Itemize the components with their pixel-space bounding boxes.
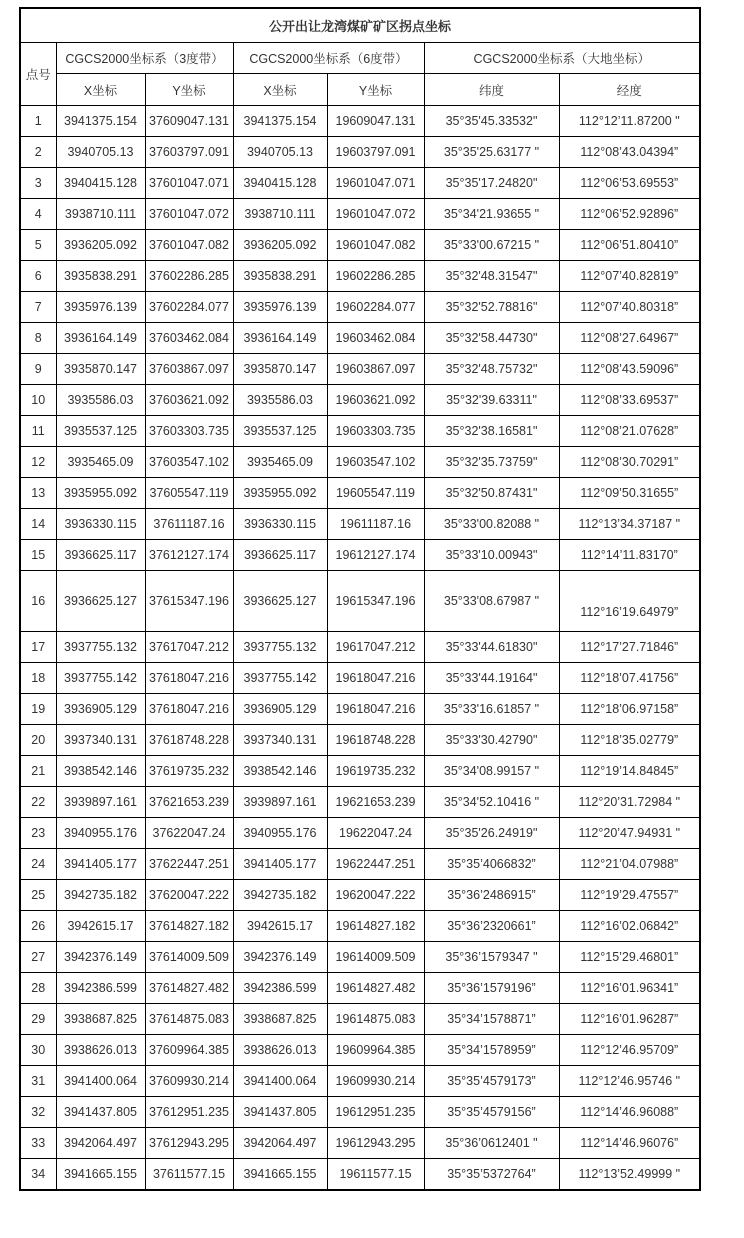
cell-y-6deg: 19603797.091: [327, 137, 424, 168]
table-row: [20, 540, 700, 571]
cell-y-6deg: 19618748.228: [327, 725, 424, 756]
cell-x-3deg: 3939897.161: [56, 787, 145, 818]
cell-y-6deg: 19611577.15: [327, 1159, 424, 1190]
cell-x-3deg: 3935955.092: [56, 478, 145, 509]
cell-latitude: 35°33'16.61857 ": [424, 694, 559, 725]
cell-y-6deg: 19612127.174: [327, 540, 424, 571]
table-row: [20, 509, 700, 540]
cell-y-6deg: 19609930.214: [327, 1066, 424, 1097]
cell-point-number: 32: [20, 1097, 56, 1128]
table-row: [20, 261, 700, 292]
cell-latitude: 35°32'50.87431": [424, 478, 559, 509]
cell-x-3deg: 3938687.825: [56, 1004, 145, 1035]
cell-y-3deg: 37618047.216: [145, 694, 233, 725]
table-row: [20, 1066, 700, 1097]
cell-x-3deg: 3941665.155: [56, 1159, 145, 1190]
cell-x-6deg: 3940705.13: [233, 137, 327, 168]
cell-y-6deg: 19603303.735: [327, 416, 424, 447]
cell-longitude: 112°08’33.69537”: [559, 385, 700, 416]
cell-x-3deg: 3938542.146: [56, 756, 145, 787]
cell-y-6deg: 19618047.216: [327, 663, 424, 694]
cell-longitude: 112°15’29.46801”: [559, 942, 700, 973]
cell-x-6deg: 3938687.825: [233, 1004, 327, 1035]
cell-point-number: 20: [20, 725, 56, 756]
cell-x-3deg: 3935838.291: [56, 261, 145, 292]
cell-x-6deg: 3939897.161: [233, 787, 327, 818]
cell-longitude: 112°08’30.70291”: [559, 447, 700, 478]
cell-x-3deg: 3936625.117: [56, 540, 145, 571]
cell-latitude: 35°32'38.16581": [424, 416, 559, 447]
header-longitude: 经度: [559, 74, 700, 106]
cell-point-number: 21: [20, 756, 56, 787]
cell-latitude: 35°36’1579347 ": [424, 942, 559, 973]
cell-x-6deg: 3938710.111: [233, 199, 327, 230]
cell-point-number: 30: [20, 1035, 56, 1066]
cell-longitude: 112°18’07.41756”: [559, 663, 700, 694]
cell-x-3deg: 3942386.599: [56, 973, 145, 1004]
table-title: 公开出让龙湾煤矿矿区拐点坐标: [20, 8, 700, 43]
cell-x-3deg: 3935586.03: [56, 385, 145, 416]
cell-y-3deg: 37618748.228: [145, 725, 233, 756]
cell-longitude: 112°12’46.95709”: [559, 1035, 700, 1066]
table-row: [20, 1159, 700, 1190]
cell-y-3deg: 37609047.131: [145, 106, 233, 137]
cell-point-number: 27: [20, 942, 56, 973]
cell-y-3deg: 37617047.212: [145, 632, 233, 663]
cell-x-6deg: 3941437.805: [233, 1097, 327, 1128]
cell-latitude: 35°33'08.67987 ": [424, 571, 559, 632]
cell-point-number: 17: [20, 632, 56, 663]
cell-y-6deg: 19603462.084: [327, 323, 424, 354]
cell-y-6deg: 19609964.385: [327, 1035, 424, 1066]
cell-point-number: 5: [20, 230, 56, 261]
cell-x-6deg: 3942615.17: [233, 911, 327, 942]
cell-y-3deg: 37619735.232: [145, 756, 233, 787]
table-row: [20, 385, 700, 416]
cell-y-3deg: 37622047.24: [145, 818, 233, 849]
cell-y-3deg: 37615347.196: [145, 571, 233, 632]
table-row: [20, 106, 700, 137]
sub-header-row: [20, 74, 700, 106]
cell-y-6deg: 19611187.16: [327, 509, 424, 540]
table-row: [20, 168, 700, 199]
cell-latitude: 35°32'48.31547": [424, 261, 559, 292]
cell-point-number: 7: [20, 292, 56, 323]
cell-y-3deg: 37618047.216: [145, 663, 233, 694]
cell-y-3deg: 37603867.097: [145, 354, 233, 385]
table-row: [20, 1097, 700, 1128]
table-row: [20, 787, 700, 818]
cell-point-number: 1: [20, 106, 56, 137]
cell-longitude: 112°06’51.80410”: [559, 230, 700, 261]
cell-y-6deg: 19614827.482: [327, 973, 424, 1004]
cell-y-6deg: 19602286.285: [327, 261, 424, 292]
cell-y-6deg: 19622047.24: [327, 818, 424, 849]
cell-x-6deg: 3935870.147: [233, 354, 327, 385]
group-header-row: [20, 43, 700, 74]
cell-x-6deg: 3938626.013: [233, 1035, 327, 1066]
cell-latitude: 35°33'00.67215 ": [424, 230, 559, 261]
cell-x-3deg: 3938710.111: [56, 199, 145, 230]
cell-point-number: 2: [20, 137, 56, 168]
cell-y-3deg: 37614827.182: [145, 911, 233, 942]
cell-longitude: 112°12’11.87200 ": [559, 106, 700, 137]
cell-longitude: 112°19’29.47557”: [559, 880, 700, 911]
cell-x-6deg: 3938542.146: [233, 756, 327, 787]
cell-x-3deg: 3942376.149: [56, 942, 145, 973]
cell-point-number: 4: [20, 199, 56, 230]
coordinates-table: [19, 7, 701, 1191]
cell-point-number: 16: [20, 571, 56, 632]
table-row: [20, 911, 700, 942]
table-row: [20, 323, 700, 354]
table-body: [20, 106, 700, 1190]
cell-x-6deg: 3935465.09: [233, 447, 327, 478]
cell-point-number: 19: [20, 694, 56, 725]
cell-longitude: 112°16’02.06842”: [559, 911, 700, 942]
cell-longitude: 112°08’43.04394”: [559, 137, 700, 168]
cell-latitude: 35°32'58.44730": [424, 323, 559, 354]
cell-longitude: 112°08’27.64967”: [559, 323, 700, 354]
cell-x-3deg: 3936164.149: [56, 323, 145, 354]
title-row: [20, 8, 700, 43]
header-point-number: 点号: [20, 43, 56, 106]
header-latitude: 纬度: [424, 74, 559, 106]
cell-point-number: 29: [20, 1004, 56, 1035]
table-row: [20, 1004, 700, 1035]
cell-y-3deg: 37614827.482: [145, 973, 233, 1004]
cell-longitude: 112°20’47.94931 ": [559, 818, 700, 849]
cell-x-3deg: 3938626.013: [56, 1035, 145, 1066]
cell-x-3deg: 3942735.182: [56, 880, 145, 911]
table-row: [20, 880, 700, 911]
cell-y-6deg: 19612943.295: [327, 1128, 424, 1159]
table-row: [20, 416, 700, 447]
cell-x-3deg: 3936625.127: [56, 571, 145, 632]
cell-y-6deg: 19603867.097: [327, 354, 424, 385]
cell-x-3deg: 3940705.13: [56, 137, 145, 168]
table-row: [20, 694, 700, 725]
cell-latitude: 35°32'39.63311": [424, 385, 559, 416]
header-x-6deg: X坐标: [233, 74, 327, 106]
cell-point-number: 8: [20, 323, 56, 354]
cell-latitude: 35°33'44.61830": [424, 632, 559, 663]
cell-x-6deg: 3935537.125: [233, 416, 327, 447]
cell-y-3deg: 37601047.072: [145, 199, 233, 230]
cell-x-6deg: 3941400.064: [233, 1066, 327, 1097]
table-row: [20, 756, 700, 787]
cell-longitude: 112°08’43.59096”: [559, 354, 700, 385]
cell-y-3deg: 37622447.251: [145, 849, 233, 880]
cell-x-6deg: 3937755.142: [233, 663, 327, 694]
cell-y-3deg: 37605547.119: [145, 478, 233, 509]
cell-x-6deg: 3935976.139: [233, 292, 327, 323]
cell-x-3deg: 3935870.147: [56, 354, 145, 385]
cell-x-3deg: 3940955.176: [56, 818, 145, 849]
cell-x-3deg: 3936905.129: [56, 694, 145, 725]
cell-x-3deg: 3942064.497: [56, 1128, 145, 1159]
cell-x-6deg: 3936625.127: [233, 571, 327, 632]
cell-y-6deg: 19601047.082: [327, 230, 424, 261]
cell-y-3deg: 37601047.082: [145, 230, 233, 261]
cell-point-number: 13: [20, 478, 56, 509]
cell-latitude: 35°36’0612401 ": [424, 1128, 559, 1159]
cell-y-3deg: 37609930.214: [145, 1066, 233, 1097]
cell-y-3deg: 37603462.084: [145, 323, 233, 354]
cell-latitude: 35°34'21.93655 ": [424, 199, 559, 230]
cell-y-3deg: 37614875.083: [145, 1004, 233, 1035]
cell-y-6deg: 19619735.232: [327, 756, 424, 787]
cell-x-6deg: 3941665.155: [233, 1159, 327, 1190]
cell-latitude: 35°32'52.78816": [424, 292, 559, 323]
cell-longitude: 112°16’01.96287”: [559, 1004, 700, 1035]
cell-latitude: 35°35'45.33532": [424, 106, 559, 137]
cell-latitude: 35°34'52.10416 ": [424, 787, 559, 818]
header-y-6deg: Y坐标: [327, 74, 424, 106]
cell-point-number: 33: [20, 1128, 56, 1159]
cell-longitude: 112°13’52.49999 ": [559, 1159, 700, 1190]
cell-latitude: 35°36’2320661”: [424, 911, 559, 942]
table-row: [20, 199, 700, 230]
cell-y-6deg: 19614875.083: [327, 1004, 424, 1035]
cell-longitude: 112°12’46.95746 ": [559, 1066, 700, 1097]
cell-latitude: 35°32'35.73759": [424, 447, 559, 478]
cell-point-number: 24: [20, 849, 56, 880]
cell-y-3deg: 37603547.102: [145, 447, 233, 478]
cell-longitude: 112°14’11.83170”: [559, 540, 700, 571]
cell-longitude: 112°14’46.96088”: [559, 1097, 700, 1128]
cell-y-3deg: 37611187.16: [145, 509, 233, 540]
cell-x-6deg: 3935838.291: [233, 261, 327, 292]
cell-longitude: 112°17’27.71846”: [559, 632, 700, 663]
cell-x-3deg: 3937755.142: [56, 663, 145, 694]
cell-longitude: 112°18’35.02779”: [559, 725, 700, 756]
cell-x-6deg: 3935586.03: [233, 385, 327, 416]
table-row: [20, 571, 700, 632]
cell-y-6deg: 19601047.072: [327, 199, 424, 230]
header-group-6deg: CGCS2000坐标系（6度带）: [233, 43, 424, 74]
cell-y-3deg: 37603621.092: [145, 385, 233, 416]
cell-x-6deg: 3935955.092: [233, 478, 327, 509]
cell-x-6deg: 3940415.128: [233, 168, 327, 199]
cell-y-6deg: 19602284.077: [327, 292, 424, 323]
cell-x-3deg: 3941400.064: [56, 1066, 145, 1097]
cell-latitude: 35°33'00.82088 ": [424, 509, 559, 540]
cell-y-6deg: 19609047.131: [327, 106, 424, 137]
cell-point-number: 26: [20, 911, 56, 942]
table-row: [20, 942, 700, 973]
cell-y-3deg: 37609964.385: [145, 1035, 233, 1066]
cell-y-6deg: 19621653.239: [327, 787, 424, 818]
table-row: [20, 1128, 700, 1159]
table-row: [20, 818, 700, 849]
cell-y-6deg: 19618047.216: [327, 694, 424, 725]
cell-x-6deg: 3942735.182: [233, 880, 327, 911]
cell-point-number: 11: [20, 416, 56, 447]
cell-x-3deg: 3941437.805: [56, 1097, 145, 1128]
cell-y-3deg: 37601047.071: [145, 168, 233, 199]
header-x-3deg: X坐标: [56, 74, 145, 106]
cell-longitude: 112°06’53.69553”: [559, 168, 700, 199]
cell-longitude: 112°07’40.80318”: [559, 292, 700, 323]
cell-x-3deg: 3941405.177: [56, 849, 145, 880]
cell-x-3deg: 3937340.131: [56, 725, 145, 756]
cell-longitude: 112°19’14.84845”: [559, 756, 700, 787]
table-row: [20, 632, 700, 663]
cell-x-3deg: 3936205.092: [56, 230, 145, 261]
cell-y-3deg: 37603303.735: [145, 416, 233, 447]
cell-latitude: 35°35’4066832”: [424, 849, 559, 880]
cell-latitude: 35°36’1579196”: [424, 973, 559, 1004]
cell-y-6deg: 19601047.071: [327, 168, 424, 199]
cell-x-3deg: 3935976.139: [56, 292, 145, 323]
cell-x-6deg: 3937340.131: [233, 725, 327, 756]
cell-latitude: 35°35'26.24919": [424, 818, 559, 849]
cell-latitude: 35°35’4579173”: [424, 1066, 559, 1097]
cell-x-3deg: 3937755.132: [56, 632, 145, 663]
cell-y-3deg: 37611577.15: [145, 1159, 233, 1190]
cell-point-number: 14: [20, 509, 56, 540]
cell-point-number: 23: [20, 818, 56, 849]
cell-y-6deg: 19615347.196: [327, 571, 424, 632]
table-row: [20, 354, 700, 385]
cell-point-number: 12: [20, 447, 56, 478]
cell-longitude: 112°16’19.64979”: [559, 571, 700, 632]
cell-y-6deg: 19617047.212: [327, 632, 424, 663]
cell-y-3deg: 37614009.509: [145, 942, 233, 973]
cell-latitude: 35°34’1578959”: [424, 1035, 559, 1066]
cell-x-3deg: 3935465.09: [56, 447, 145, 478]
cell-point-number: 6: [20, 261, 56, 292]
cell-longitude: 112°08’21.07628”: [559, 416, 700, 447]
cell-point-number: 25: [20, 880, 56, 911]
cell-y-3deg: 37612951.235: [145, 1097, 233, 1128]
cell-x-3deg: 3936330.115: [56, 509, 145, 540]
cell-y-3deg: 37602286.285: [145, 261, 233, 292]
cell-x-3deg: 3940415.128: [56, 168, 145, 199]
cell-longitude: 112°16’01.96341”: [559, 973, 700, 1004]
cell-latitude: 35°35’4579156”: [424, 1097, 559, 1128]
cell-latitude: 35°33'44.19164": [424, 663, 559, 694]
table-header: [20, 8, 700, 106]
cell-x-6deg: 3940955.176: [233, 818, 327, 849]
cell-y-3deg: 37612127.174: [145, 540, 233, 571]
table-row: [20, 478, 700, 509]
cell-point-number: 22: [20, 787, 56, 818]
cell-latitude: 35°33'30.42790": [424, 725, 559, 756]
cell-latitude: 35°34'08.99157 ": [424, 756, 559, 787]
cell-longitude: 112°20’31.72984 ": [559, 787, 700, 818]
cell-longitude: 112°09’50.31655”: [559, 478, 700, 509]
cell-x-6deg: 3936330.115: [233, 509, 327, 540]
cell-x-6deg: 3936164.149: [233, 323, 327, 354]
cell-point-number: 18: [20, 663, 56, 694]
cell-latitude: 35°33'10.00943": [424, 540, 559, 571]
cell-y-6deg: 19603547.102: [327, 447, 424, 478]
cell-latitude: 35°32'48.75732": [424, 354, 559, 385]
cell-point-number: 10: [20, 385, 56, 416]
cell-point-number: 3: [20, 168, 56, 199]
cell-x-3deg: 3941375.154: [56, 106, 145, 137]
cell-longitude: 112°21’04.07988”: [559, 849, 700, 880]
cell-latitude: 35°34’1578871”: [424, 1004, 559, 1035]
cell-longitude: 112°18’06.97158”: [559, 694, 700, 725]
cell-latitude: 35°35'25.63177 ": [424, 137, 559, 168]
table-row: [20, 447, 700, 478]
header-group-3deg: CGCS2000坐标系（3度带）: [56, 43, 233, 74]
table-row: [20, 849, 700, 880]
cell-x-3deg: 3935537.125: [56, 416, 145, 447]
cell-x-6deg: 3941375.154: [233, 106, 327, 137]
cell-longitude: 112°14’46.96076”: [559, 1128, 700, 1159]
cell-y-6deg: 19612951.235: [327, 1097, 424, 1128]
header-group-geodetic: CGCS2000坐标系（大地坐标）: [424, 43, 700, 74]
cell-x-6deg: 3942064.497: [233, 1128, 327, 1159]
cell-longitude: 112°06’52.92896”: [559, 199, 700, 230]
table-row: [20, 292, 700, 323]
cell-point-number: 9: [20, 354, 56, 385]
cell-x-6deg: 3936205.092: [233, 230, 327, 261]
cell-x-6deg: 3936905.129: [233, 694, 327, 725]
cell-x-3deg: 3942615.17: [56, 911, 145, 942]
cell-latitude: 35°35'17.24820": [424, 168, 559, 199]
cell-y-3deg: 37602284.077: [145, 292, 233, 323]
cell-latitude: 35°35’5372764”: [424, 1159, 559, 1190]
table-row: [20, 725, 700, 756]
cell-x-6deg: 3937755.132: [233, 632, 327, 663]
cell-y-3deg: 37621653.239: [145, 787, 233, 818]
cell-y-6deg: 19614009.509: [327, 942, 424, 973]
table-row: [20, 663, 700, 694]
cell-point-number: 31: [20, 1066, 56, 1097]
cell-y-6deg: 19605547.119: [327, 478, 424, 509]
table-row: [20, 973, 700, 1004]
cell-y-6deg: 19620047.222: [327, 880, 424, 911]
cell-x-6deg: 3942376.149: [233, 942, 327, 973]
cell-longitude: 112°07’40.82819”: [559, 261, 700, 292]
cell-y-3deg: 37603797.091: [145, 137, 233, 168]
table-row: [20, 137, 700, 168]
table-row: [20, 230, 700, 261]
cell-y-3deg: 37612943.295: [145, 1128, 233, 1159]
cell-y-6deg: 19614827.182: [327, 911, 424, 942]
cell-y-6deg: 19603621.092: [327, 385, 424, 416]
cell-point-number: 28: [20, 973, 56, 1004]
header-y-3deg: Y坐标: [145, 74, 233, 106]
cell-point-number: 34: [20, 1159, 56, 1190]
cell-y-6deg: 19622447.251: [327, 849, 424, 880]
cell-x-6deg: 3941405.177: [233, 849, 327, 880]
cell-y-3deg: 37620047.222: [145, 880, 233, 911]
table-row: [20, 1035, 700, 1066]
cell-x-6deg: 3942386.599: [233, 973, 327, 1004]
cell-point-number: 15: [20, 540, 56, 571]
cell-longitude: 112°13’34.37187 ": [559, 509, 700, 540]
cell-latitude: 35°36’2486915”: [424, 880, 559, 911]
cell-x-6deg: 3936625.117: [233, 540, 327, 571]
